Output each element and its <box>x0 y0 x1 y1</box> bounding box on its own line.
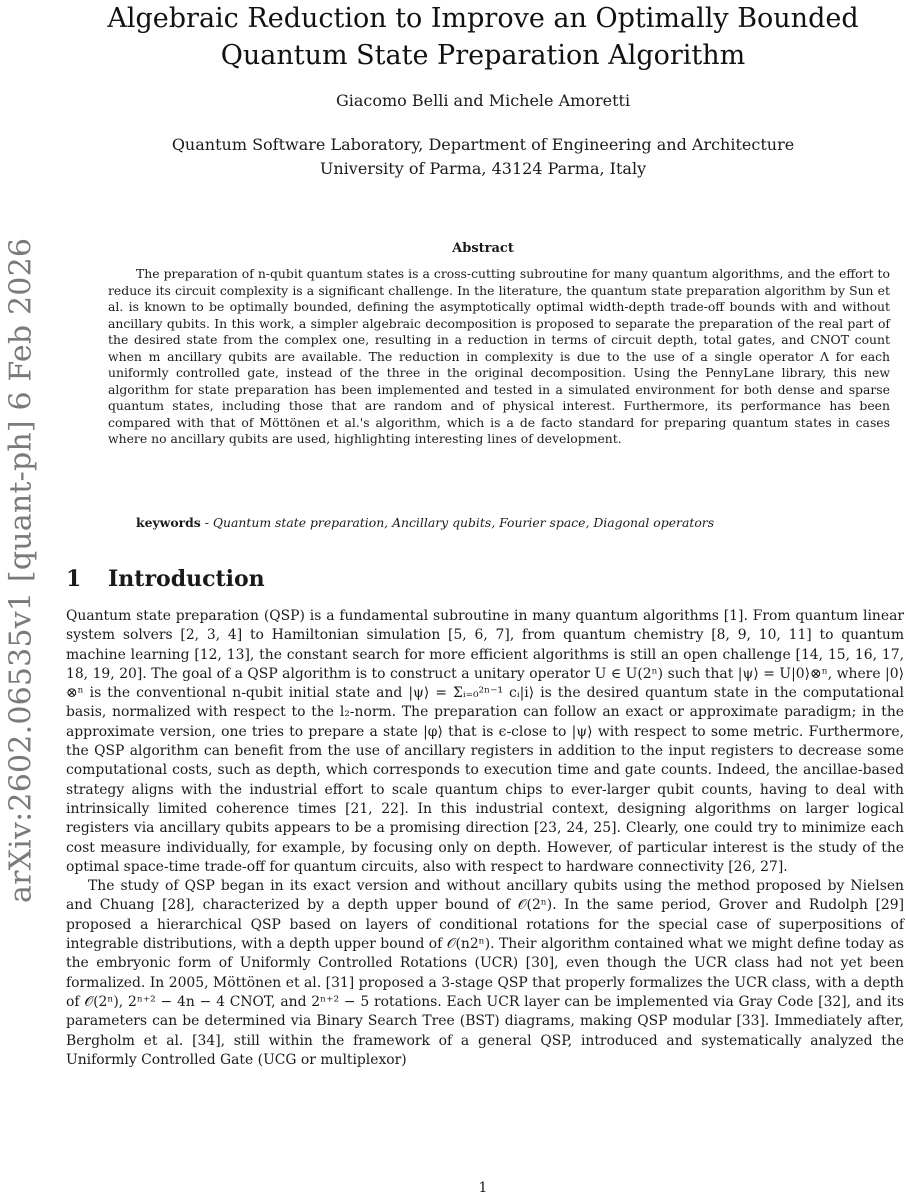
paper-title: Algebraic Reduction to Improve an Optimally Bounded Quantum State Preparation Algorithm <box>107 3 859 71</box>
authors: Giacomo Belli and Michele Amoretti <box>335 91 631 110</box>
section-heading <box>66 564 265 594</box>
introduction-body <box>66 607 904 1070</box>
abstract-text: The preparation of n-qubit quantum states is a cross-cutting subroutine for many quantum algorithms, and the effort to reduce its circuit complexity is a significant challenge. In the literature, the quantum state preparation algorithm by Sun et al. is known to be optimally bounded, defining the asymptotically optimal width-depth trade-off bounds with and without ancillary qubits. In this work, a simpler algebraic decomposition is proposed to separate the preparation of the real part of the desired state from the complex one, resulting in a reduction in terms of circuit depth, total gates, and CNOT count when m ancillary qubits are available. The reduction in complexity is due to the use of a single operator Λ for each uniformly controlled gate, instead of the three in the original decomposition. Using the PennyLane library, this new algorithm for state preparation has been implemented and tested in a simulated environment for both dense and sparse quantum states, including those that are random and of physical interest. Furthermore, its performance has been compared with that of Möttönen et al.'s algorithm, which is a de facto standard for preparing quantum states in cases where no ancillary qubits are used, highlighting interesting lines of development. <box>108 266 890 446</box>
keywords-list: Quantum state preparation, Ancillary qubits, Fourier space, Diagonal operators <box>212 515 715 530</box>
section-title: Introduction <box>108 566 265 592</box>
affiliation-line-2: University of Parma, 43124 Parma, Italy <box>319 159 647 178</box>
keywords-separator: - <box>200 515 213 530</box>
keywords <box>136 514 896 531</box>
arxiv-identifier: arXiv:2602.06535v1 [quant-ph] 6 Feb 2026 <box>3 237 39 903</box>
intro-paragraph-1: Quantum state preparation (QSP) is a fundamental subroutine in many quantum algorithms [1]. From quantum linear system solvers [2, 3, 4] to Hamiltonian simulation [5, 6, 7], from quantum chemistry [8, 9, 10, 11] to quantum machine learning [12, 13], the constant search for more efficient algorithms is still an open challenge [14, 15, 16, 17, 18, 19, 20]. The goal of a QSP algorithm is to construct a unitary operator U ∈ U(2ⁿ) such that |ψ⟩ = U|0⟩⊗ⁿ, where |0⟩⊗ⁿ is the conventional n-qubit initial state and |ψ⟩ = Σᵢ₌₀²ⁿ⁻¹ cᵢ|i⟩ is the desired quantum state in the computational basis, normalized with respect to the l₂-norm. The preparation can follow an exact or approximate paradigm; in the approximate version, one tries to prepare a state |φ⟩ that is ϵ-close to |ψ⟩ with respect to some metric. Furthermore, the QSP algorithm can benefit from the use of ancillary registers in addition to the input registers to decrease some computational costs, such as depth, which corresponds to execution time and gate counts. Indeed, the ancillae-based strategy aligns with the industrial effort to scale quantum chips to ever-larger qubit counts, having to deal with intrinsically limited coherence times [21, 22]. In this industrial context, designing algorithms on larger logical registers via ancillary qubits appears to be a promising direction [23, 24, 25]. Clearly, one could try to minimize each cost measure individually, for example, by focusing only on depth. However, of particular interest is the study of the optimal space-time trade-off for quantum circuits, also with respect to hardware connectivity [26, 27]. <box>66 608 904 875</box>
intro-paragraph-2: The study of QSP began in its exact version and without ancillary qubits using the method proposed by Nielsen and Chuang [28], characterized by a depth upper bound of 𝒪(2ⁿ). In the same period, Grover and Rudolph [29] proposed a hierarchical QSP based on layers of conditional rotations for the special case of superpositions of integrable distributions, with a depth upper bound of 𝒪(n2ⁿ). Their algorithm contained what we might define today as the embryonic form of Uniformly Controlled Rotations (UCR) [30], even though the UCR class had not yet been formalized. In 2005, Möttönen et al. [31] proposed a 3-stage QSP that properly formalizes the UCR class, with a depth of 𝒪(2ⁿ), 2ⁿ⁺² − 4n − 4 CNOT, and 2ⁿ⁺² − 5 rotations. Each UCR layer can be implemented via Gray Code [32], and its parameters can be determined via Binary Search Tree (BST) diagrams, making QSP modular [33]. Immediately after, Bergholm et al. [34], still within the framework of a general QSP, introduced and systematically analyzed the Uniformly Controlled Gate (UCG or multiplexor) <box>66 878 904 1068</box>
keywords-label: keywords <box>136 515 201 530</box>
abstract-heading: Abstract <box>452 241 514 256</box>
page-number: 1 <box>478 1180 488 1196</box>
affiliation <box>60 133 906 181</box>
section-number: 1 <box>66 566 82 592</box>
affiliation-line-1: Quantum Software Laboratory, Department of Engineering and Architecture <box>171 135 795 154</box>
